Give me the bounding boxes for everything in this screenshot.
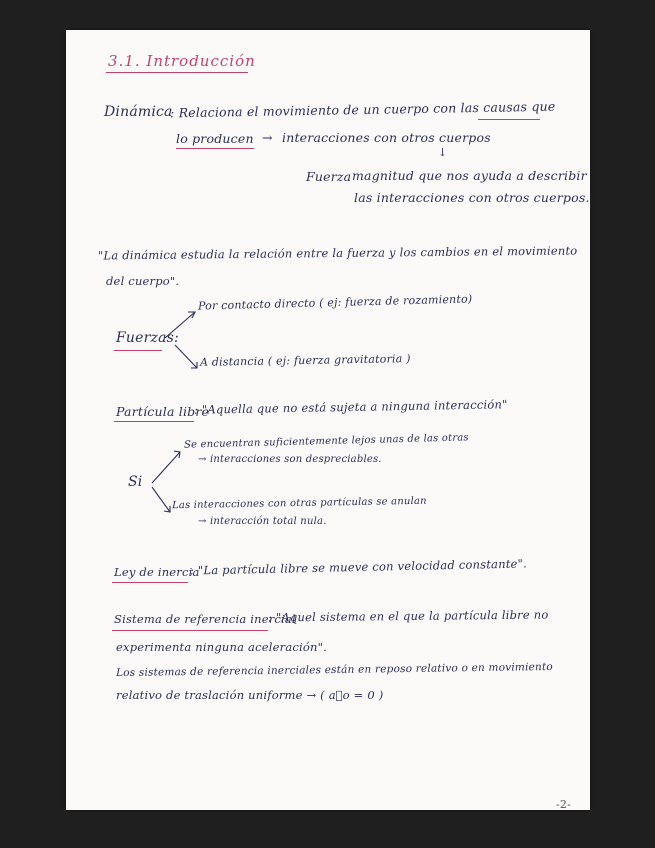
sistema-inercial-line1: : "Aquel sistema en el que la partícula libre no [267,607,549,625]
si-branch-up [152,452,180,483]
fuerza-label: Fuerza [306,169,352,184]
particula-libre-definition: : "Aquella que no está sujeta a ninguna interacción" [193,397,508,417]
sistema-inercial-underline [112,630,268,631]
page-number: -2- [556,798,572,811]
particula-case2-line2: → interacción total nula. [198,516,327,527]
si-symbol: Si [128,474,143,490]
ley-inercia-underline [112,582,188,583]
ley-inercia-label: Ley de inercia [114,565,200,579]
sistema-inercial-line4: relativo de traslación uniforme → ( a⃗o = 0 ) [116,688,384,702]
section-title: 3.1. Introducción [108,52,256,70]
dinamica-down-arrow: ↓ [438,146,448,159]
fuerzas-branch-down [175,345,197,368]
fuerzas-distance: A distancia ( ej: fuerza gravitatoria ) [199,352,411,369]
dinamica-arrow: → [262,130,273,145]
ley-inercia-text: : "La partícula libre se mueve con velocidad constante". [189,556,528,578]
dinamica-label: Dinámica [104,104,173,120]
fuerza-definition-line2: las interacciones con otros cuerpos. [354,190,590,205]
particula-case1-line2: → interacciones son despreciables. [198,454,382,465]
particula-libre-label: Partícula libre [116,404,210,419]
sistema-inercial-line2: experimenta ninguna aceleración". [116,640,327,654]
fuerzas-contact: Por contacto directo ( ej: fuerza de rozamiento) [197,292,473,313]
section-title-underline [106,72,248,73]
dinamica-produce-link: lo producen [176,131,254,146]
produce-underline [176,148,254,149]
particula-case2-line1: Las interacciones con otras partículas se anulan [171,495,427,512]
sistema-inercial-label: Sistema de referencia inercial [114,612,296,626]
fuerzas-underline [114,350,162,351]
sistema-inercial-line3: Los sistemas de referencia inerciales están en reposo relativo o en movimiento [115,660,553,680]
dinamica-interactions: interacciones con otros cuerpos [282,130,491,145]
dinamica-quote-line2: del cuerpo". [106,274,180,288]
dinamica-definition-line1: : Relaciona el movimiento de un cuerpo con las causas que [169,98,556,121]
si-branch-down [152,487,170,512]
particula-libre-underline [114,421,194,422]
causas-underline [478,119,540,120]
fuerzas-label: Fuerzas: [116,330,179,346]
fuerza-definition-line1: magnitud que nos ayuda a describir [352,168,587,183]
dinamica-quote-line1: "La dinámica estudia la relación entre la fuerza y los cambios en el movimiento [97,243,578,263]
particula-case1-line1: Se encuentran suficientemente lejos unas de las otras [183,432,469,451]
